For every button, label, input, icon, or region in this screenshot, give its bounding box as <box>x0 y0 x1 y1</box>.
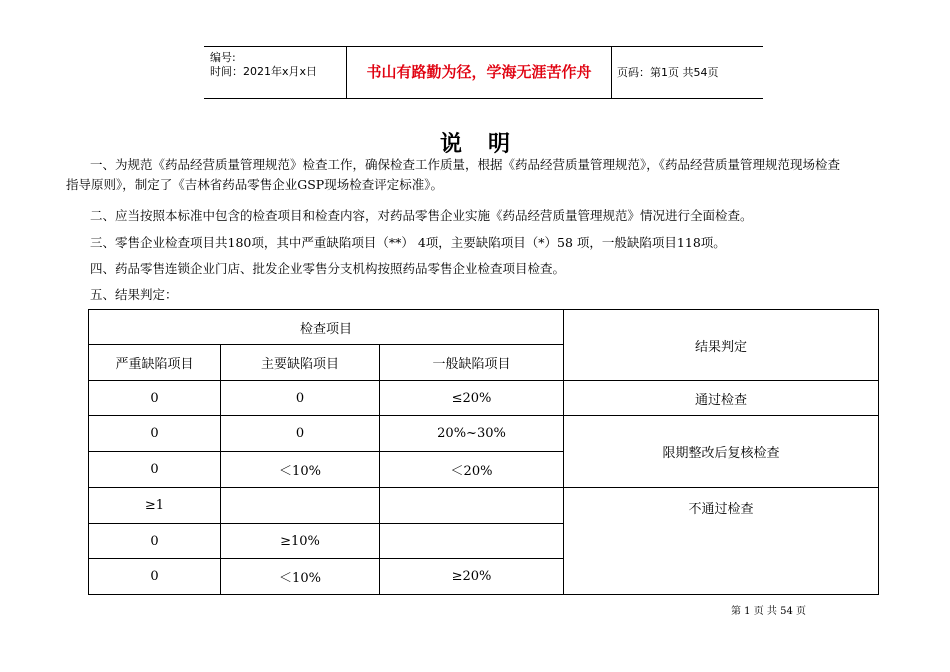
page-header <box>204 46 763 99</box>
page-title: 说明 <box>439 132 536 157</box>
table-cell: 20%~30% <box>380 416 564 452</box>
table-cell <box>380 524 564 559</box>
table-cell: 0 <box>89 559 221 595</box>
table-cell: 0 <box>89 381 221 416</box>
table-cell: ≥10% <box>221 524 380 559</box>
page-footer: 第 1 页 共 54 页 <box>731 606 806 617</box>
check-items-header: 检查项目 <box>89 310 564 345</box>
table-cell <box>380 488 564 524</box>
paragraph-3: 三、零售企业检查项目共180项，其中严重缺陷项目（**） 4项，主要缺陷项目（*）58 项，一般缺陷项目118项。 <box>90 235 726 250</box>
table-cell: ＜10% <box>221 559 380 595</box>
result-cell: 通过检查 <box>564 381 879 416</box>
table-cell <box>221 488 380 524</box>
table-row <box>89 488 879 524</box>
table-cell: ≤20% <box>380 381 564 416</box>
document-code-label: 编号: <box>210 51 236 64</box>
result-judgement-table <box>88 309 879 595</box>
table-cell: 0 <box>89 524 221 559</box>
table-row <box>89 416 879 452</box>
table-cell: ＜20% <box>380 452 564 488</box>
result-header: 结果判定 <box>564 310 879 381</box>
document-time-label: 时间：2021年x月x日 <box>210 65 318 78</box>
paragraph-2: 二、应当按照本标准中包含的检查项目和检查内容，对药品零售企业实施《药品经营质量管理规范》情况进行全面检查。 <box>90 208 753 223</box>
paragraph-4: 四、药品零售连锁企业门店、批发企业零售分支机构按照药品零售企业检查项目检查。 <box>90 261 566 276</box>
column-header: 严重缺陷项目 <box>89 345 221 381</box>
table-cell: 0 <box>221 381 380 416</box>
table-cell: 0 <box>221 416 380 452</box>
result-cell: 不通过检查 <box>564 488 879 595</box>
header-page-number: 页码：第1页 共54页 <box>617 66 719 79</box>
table-cell: ≥20% <box>380 559 564 595</box>
table-cell: 0 <box>89 416 221 452</box>
table-cell: 0 <box>89 452 221 488</box>
result-cell: 限期整改后复核检查 <box>564 416 879 488</box>
table-row <box>89 381 879 416</box>
table-cell: ≥1 <box>89 488 221 524</box>
paragraph-5: 五、结果判定： <box>90 287 178 302</box>
column-header: 主要缺陷项目 <box>221 345 380 381</box>
header-motto: 书山有路勤为径，学海无涯苦作舟 <box>346 47 612 98</box>
paragraph-1: 一、为规范《药品经营质量管理规范》检查工作，确保检查工作质量，根据《药品经营质量管理规范》，《药品经营质量管理规范现场检查指导原则》，制定了《吉林省药品零售企业GSP现场检查评定标准》。 <box>66 157 841 192</box>
header-meta <box>204 47 346 98</box>
column-header: 一般缺陷项目 <box>380 345 564 381</box>
table-cell: ＜10% <box>221 452 380 488</box>
table-header-row <box>89 310 879 345</box>
